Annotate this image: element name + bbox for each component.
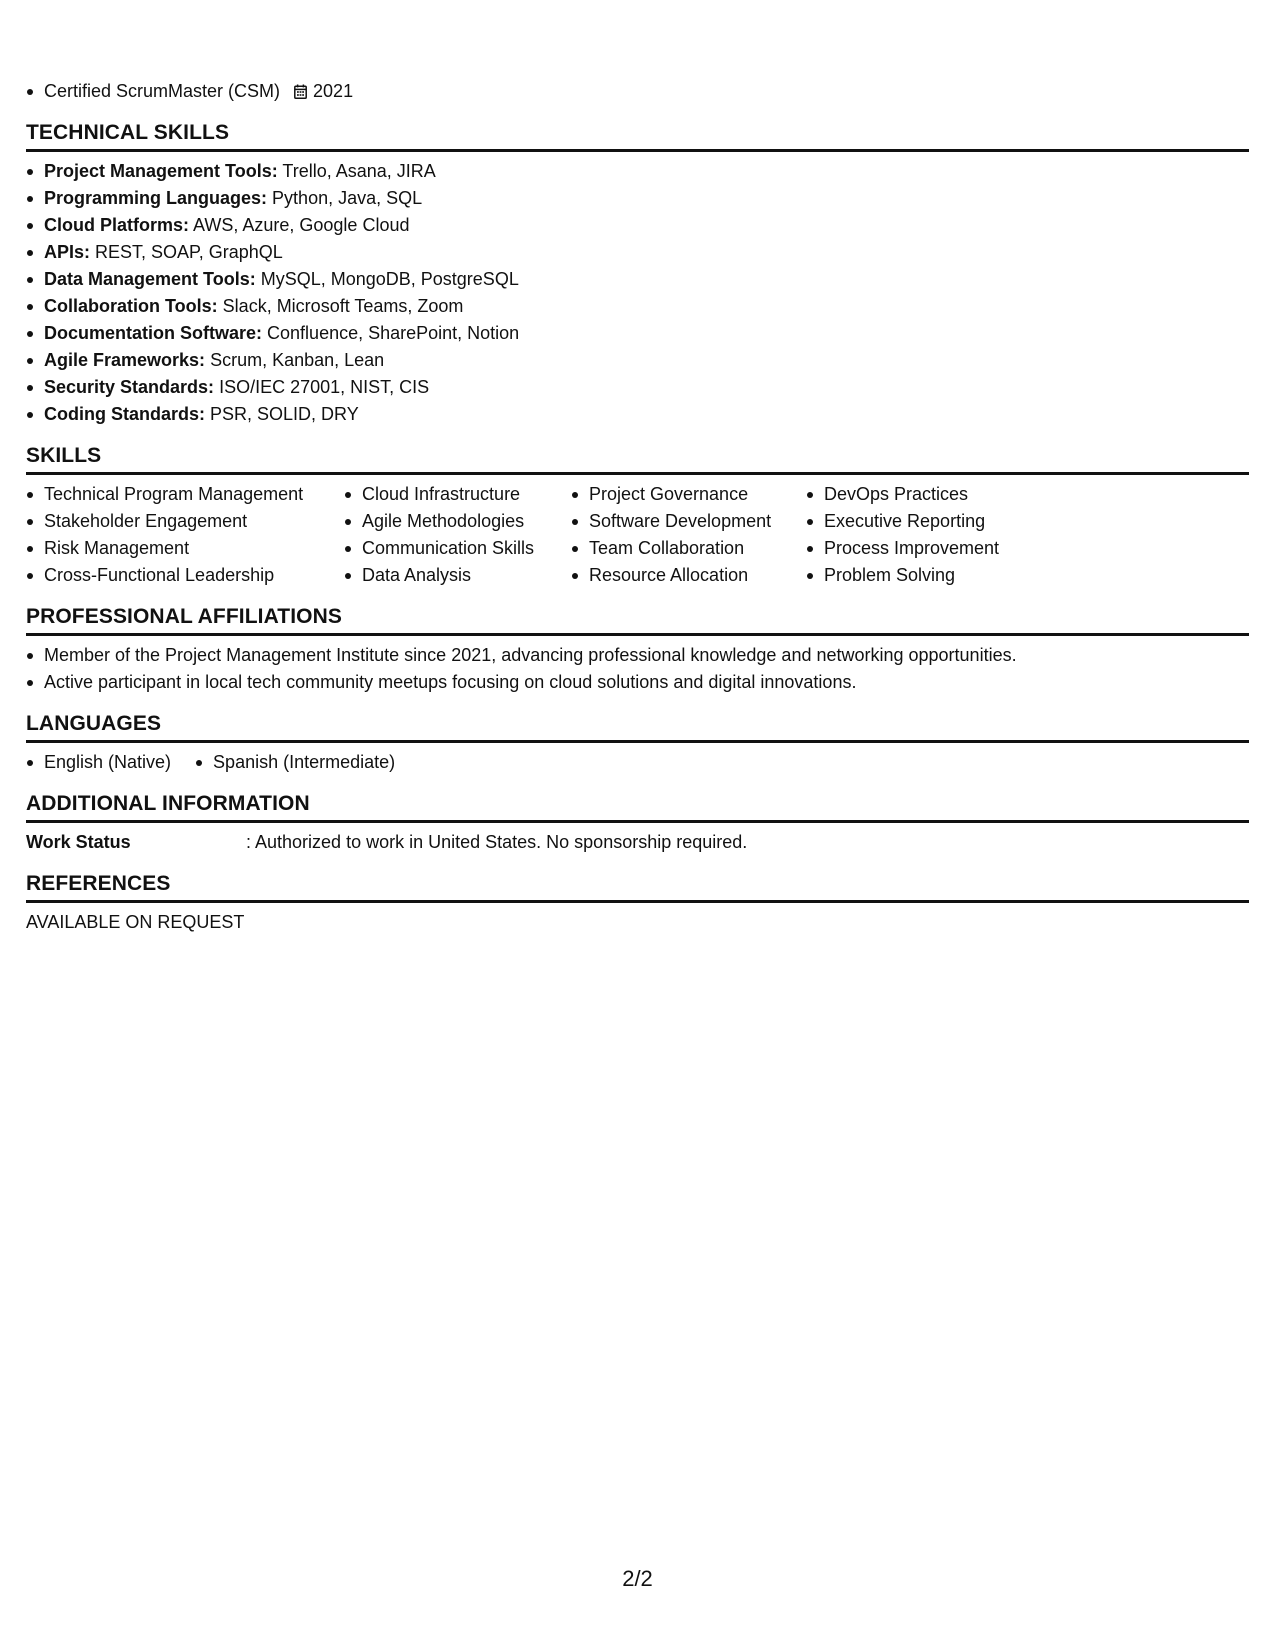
- technical-skills-heading: TECHNICAL SKILLS: [26, 105, 1249, 152]
- skills-column: [806, 481, 1066, 589]
- technical-skill-label: Coding Standards:: [44, 404, 205, 424]
- technical-skill-value: REST, SOAP, GraphQL: [95, 242, 283, 262]
- technical-skill-label: Agile Frameworks:: [44, 350, 206, 370]
- skill-item: Team Collaboration: [571, 535, 806, 562]
- technical-skill-label: Programming Languages:: [44, 188, 268, 208]
- technical-skill-item: [26, 185, 1249, 212]
- technical-skill-label: Cloud Platforms:: [44, 215, 190, 235]
- resume-page: [26, 78, 1249, 936]
- page-number: 2/2: [622, 1566, 653, 1591]
- skills-grid: [26, 481, 1249, 589]
- technical-skill-value: MySQL, MongoDB, PostgreSQL: [260, 269, 519, 289]
- language-item: Spanish (Intermediate): [195, 749, 395, 776]
- language-item: English (Native): [26, 749, 171, 776]
- skill-item: Risk Management: [26, 535, 344, 562]
- technical-skill-item: [26, 158, 1249, 185]
- skill-item: Cloud Infrastructure: [344, 481, 571, 508]
- calendar-icon: [294, 84, 307, 99]
- technical-skill-item: [26, 320, 1249, 347]
- technical-skill-label: Project Management Tools:: [44, 161, 278, 181]
- affiliation-item: Active participant in local tech community meetups focusing on cloud solutions and digital innovations.: [26, 669, 1249, 696]
- skills-column: [344, 481, 571, 589]
- skills-heading: SKILLS: [26, 428, 1249, 475]
- work-status-row: [26, 829, 1249, 856]
- skill-item: Cross-Functional Leadership: [26, 562, 344, 589]
- skill-item: Resource Allocation: [571, 562, 806, 589]
- technical-skill-value: PSR, SOLID, DRY: [210, 404, 359, 424]
- technical-skill-label: Collaboration Tools:: [44, 296, 218, 316]
- technical-skills-list: [26, 158, 1249, 428]
- certification-item: [26, 78, 1249, 105]
- skill-item: Problem Solving: [806, 562, 1066, 589]
- languages-heading: LANGUAGES: [26, 696, 1249, 743]
- skill-item: Agile Methodologies: [344, 508, 571, 535]
- work-status-value: : Authorized to work in United States. No sponsorship required.: [246, 832, 748, 852]
- skill-item: Communication Skills: [344, 535, 571, 562]
- technical-skill-value: Slack, Microsoft Teams, Zoom: [222, 296, 464, 316]
- additional-information-heading: ADDITIONAL INFORMATION: [26, 776, 1249, 823]
- references-text: AVAILABLE ON REQUEST: [26, 912, 245, 932]
- skill-item: Process Improvement: [806, 535, 1066, 562]
- affiliations-heading: PROFESSIONAL AFFILIATIONS: [26, 589, 1249, 636]
- technical-skill-label: Data Management Tools:: [44, 269, 256, 289]
- skill-item: DevOps Practices: [806, 481, 1066, 508]
- technical-skill-label: APIs:: [44, 242, 91, 262]
- technical-skill-item: [26, 401, 1249, 428]
- technical-skill-label: Documentation Software:: [44, 323, 263, 343]
- skill-item: Data Analysis: [344, 562, 571, 589]
- skills-column: [26, 481, 344, 589]
- technical-skill-item: [26, 347, 1249, 374]
- technical-skill-item: [26, 293, 1249, 320]
- work-status-label: Work Status: [26, 832, 131, 852]
- references-heading: REFERENCES: [26, 856, 1249, 903]
- technical-skill-value: AWS, Azure, Google Cloud: [193, 215, 410, 235]
- technical-skill-item: [26, 212, 1249, 239]
- technical-skill-value: Scrum, Kanban, Lean: [210, 350, 385, 370]
- skill-item: Project Governance: [571, 481, 806, 508]
- technical-skill-label: Security Standards:: [44, 377, 215, 397]
- skill-item: Executive Reporting: [806, 508, 1066, 535]
- technical-skill-value: Confluence, SharePoint, Notion: [267, 323, 520, 343]
- technical-skill-value: Trello, Asana, JIRA: [282, 161, 436, 181]
- technical-skill-item: [26, 266, 1249, 293]
- affiliations-list: [26, 642, 1249, 696]
- technical-skill-value: ISO/IEC 27001, NIST, CIS: [219, 377, 430, 397]
- technical-skill-item: [26, 239, 1249, 266]
- skill-item: Stakeholder Engagement: [26, 508, 344, 535]
- affiliation-item: Member of the Project Management Institute since 2021, advancing professional knowledge and networking opportunities.: [26, 642, 1249, 669]
- skill-item: Technical Program Management: [26, 481, 344, 508]
- certification-name: Certified ScrumMaster (CSM): [44, 81, 281, 101]
- languages-list: [26, 749, 1249, 776]
- certification-year: 2021: [313, 81, 354, 101]
- skill-item: Software Development: [571, 508, 806, 535]
- skills-column: [571, 481, 806, 589]
- certification-list: [26, 78, 1249, 105]
- technical-skill-value: Python, Java, SQL: [272, 188, 423, 208]
- technical-skill-item: [26, 374, 1249, 401]
